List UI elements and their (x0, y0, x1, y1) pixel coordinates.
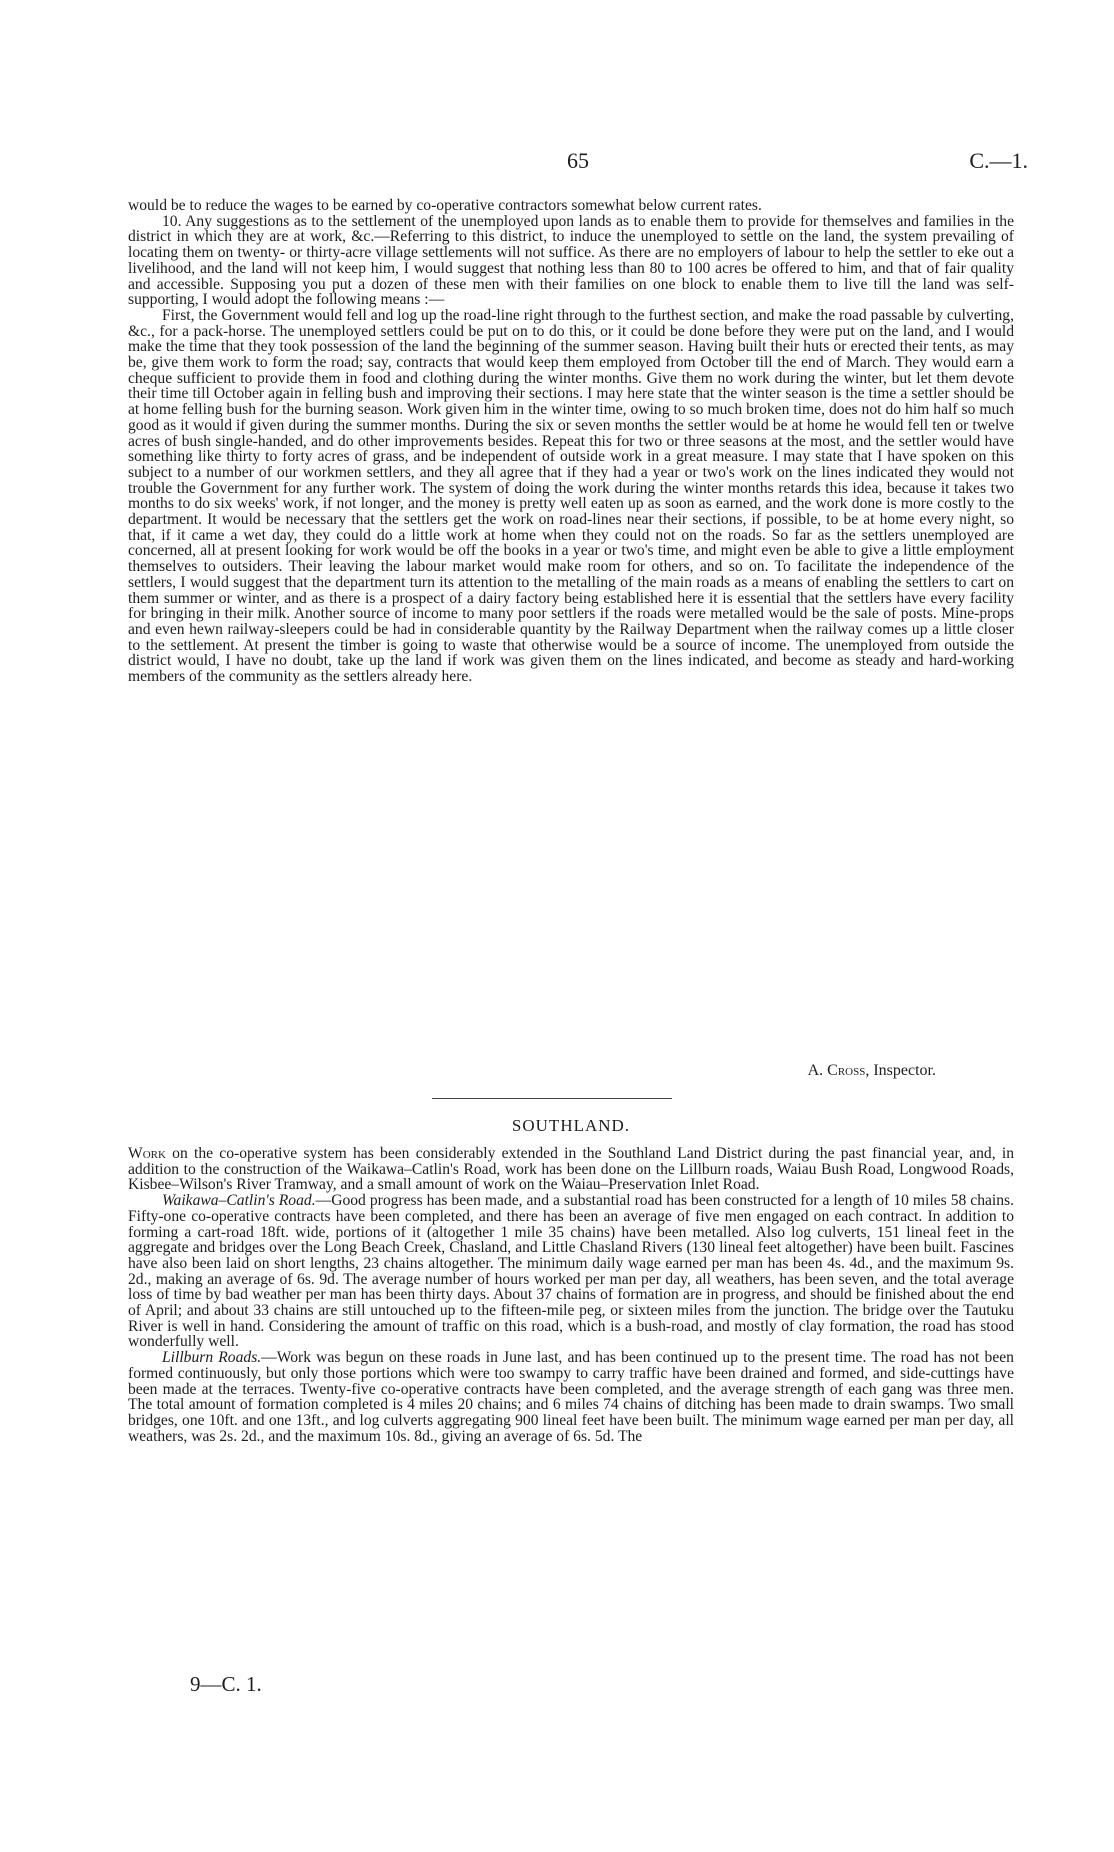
continued-paragraph: would be to reduce the wages to be earned by co-operative contractors somewhat below current rates. (128, 197, 762, 214)
southland-intro (128, 1146, 1014, 1193)
signature-initial: A. (807, 1062, 828, 1079)
intro-lead-word: Work (128, 1145, 166, 1162)
footer-signature: 9—C. 1. (190, 1672, 262, 1696)
paragraph-first: First, the Government would fell and log up the road-line right through to the furthest section, and make the road passable by culverting, &c., for a pack-horse. The unemployed settlers could be put on to do this, or it could be done before they were put on the land, and I would make the time that they took possession of the land the beginning of the summer season. Having built their huts or erected their tents, as may be, give them work to form the road; say, contracts that would keep them employed from October till the end of March. They would earn a cheque sufficient to provide them in food and clothing during the winter months. Give them no work during the winter, but let them devote their time till October again in felling bush and improving their sections. I may here state that the winter season is the time a settler should be at home felling bush for the burning season. Work given him in the winter time, owing to so much broken time, does not do him half so much good as it would if given during the summer months. During the six or seven months the settler would be at home he would fell ten or twelve acres of bush single-handed, and do other improvements besides. Repeat this for two or three seasons at the most, and the settler would have something like thirty to forty acres of grass, and be independent of outside work in a great measure. I may state that I have spoken on this subject to a number of our workmen settlers, and they all agree that if they had a year or two's work on the lines indicated they would not trouble the Government for any further work. The system of doing the work during the winter months retards this idea, because it takes two months to do six weeks' work, if not longer, and the money is pretty well eaten up as soon as earned, and the work done is more costly to the department. It would be necessary that the settlers get the work on road-lines near their sections, if possible, to be at home every night, so that, if it came a wet day, they could do a little work at home when they could not on the roads. So far as the settlers unemployed are concerned, all at present looking for work would be off the books in a year or two's time, and might even be able to give a little employment themselves to outsiders. Their leaving the labour market would make room for others, and so on. To facilitate the independence of the settlers, I would suggest that the department turn its attention to the metalling of the main roads as a means of enabling the settlers to cart on them summer or winter, and as there is a prospect of a dairy factory being established here it is essential that the settlers have every facility for bringing in their milk. Another source of income to many poor settlers if the roads were metalled would be the sale of posts. Mine-props and even hewn railway-sleepers could be had in considerable quantity by the Railway Department when the railway comes up a little closer to the settlement. At present the timber is going to waste that otherwise would be a source of income. The unemployed from outside the district would, I have no doubt, take up the land if work was given them on the lines indicated, and become as steady and hard-working members of the community as the settlers already here. (128, 306, 1014, 686)
section-divider (432, 1098, 672, 1099)
waikawa-heading: Waikawa–Catlin's Road. (162, 1192, 316, 1210)
page-header (128, 148, 1028, 176)
section-title-southland: SOUTHLAND. (511, 1116, 631, 1135)
page-number: 65 (567, 148, 589, 173)
inspector-report-body (128, 198, 1014, 685)
paragraph-10: 10. Any suggestions as to the settlement of the unemployed upon lands as to enable them to provide for themselves and families in the district in which they are at work, &c.—Referring to this district, to induce the unemployed to settle on the land, the system prevailing of locating them on twenty- or thirty-acre village settlements will not suffice. As there are no employers of labour to help the settler to eke out a livelihood, and the land will not keep him, I would suggest that nothing less than 80 to 100 acres be offered to him, and that of fair quality and accessible. Supposing you put a dozen of these men with their families on one block to enable them to live till the land was self-supporting, I would adopt the following means :— (128, 212, 1014, 309)
intro-text: on the co-operative system has been considerably extended in the Southland Land District during the past financial year, and, in addition to the construction of the Waikawa–Catlin's Road, work has been done on the Lillburn roads, Waiau Bush Road, Longwood Roads, Kisbee–Wilson's River Tramway, and a small amount of work on the Waiau–Preservation Inlet Road. (128, 1145, 1014, 1194)
document-code: C.—1. (969, 148, 1028, 173)
lillburn-heading: Lillburn Roads. (162, 1349, 262, 1367)
lillburn-text: —Work was begun on these roads in June last, and has been continued up to the present time. The road has not been formed continuously, but only those portions which were too swampy to carry traffic have been drained and formed, and side-cuttings have been made at the terraces. Twenty-five co-operative contracts have been completed, and the average strength of each gang was three men. The total amount of formation completed is 4 miles 20 chains; and 6 miles 74 chains of ditching has been made to drain swamps. Two small bridges, one 10ft. and one 13ft., and log culverts aggregating 900 lineal feet have been built. The minimum wage earned per man per day, all weathers, was 2s. 2d., and the maximum 10s. 8d., giving an average of 6s. 5d. The (128, 1349, 1014, 1445)
waikawa-paragraph (128, 1193, 1014, 1350)
southland-body (128, 1146, 1014, 1444)
signature-title: , Inspector. (865, 1062, 936, 1079)
inspector-signature (128, 1062, 936, 1080)
signature-name: Cross (827, 1062, 866, 1079)
waikawa-text: —Good progress has been made, and a substantial road has been constructed for a length of 10 miles 58 chains. Fifty-one co-operative contracts have been completed, and there has been an average of five men engaged on each contract. In addition to forming a cart-road 18ft. wide, portions of it (altogether 1 mile 35 chains) have been metalled. Also log culverts, 151 lineal feet in the aggregate and bridges over the Long Beach Creek, Chasland, and Little Chasland Rivers (130 lineal feet altogether) have been built. Fascines have also been laid on short lengths, 23 chains altogether. The minimum daily wage earned per man has been 4s. 4d., and the maximum 9s. 2d., making an average of 6s. 9d. The average number of hours worked per man per day, all weathers, has been seven, and the total average loss of time by bad weather per man has been thirty days. About 37 chains of formation are in progress, and should be finished about the end of April; and about 33 chains are still untouched up to the fifteen-mile peg, or sixteen miles from the junction. The bridge over the Tautuku River is well in hand. Considering the amount of traffic on this road, which is a bush-road, and mostly of clay formation, the road has stood wonderfully well. (128, 1192, 1015, 1351)
lillburn-paragraph (128, 1350, 1014, 1444)
